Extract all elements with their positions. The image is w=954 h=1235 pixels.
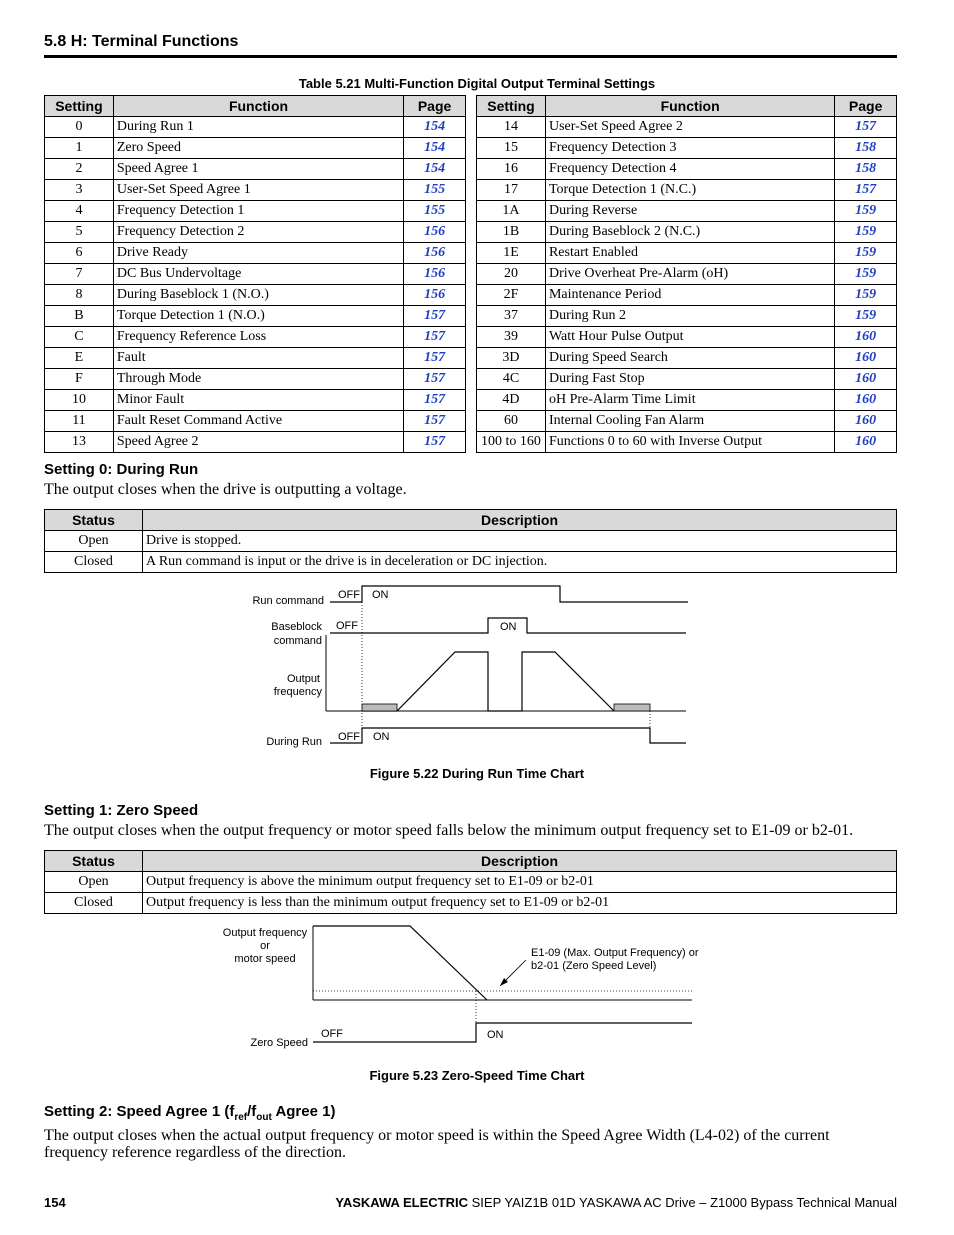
function-cell: oH Pre-Alarm Time Limit xyxy=(545,390,834,411)
function-cell: During Fast Stop xyxy=(545,369,834,390)
col-header-setting: Setting xyxy=(45,96,114,117)
label-run-command: Run command xyxy=(252,595,324,607)
setting-cell: 39 xyxy=(477,327,546,348)
function-cell: During Baseblock 1 (N.O.) xyxy=(113,285,403,306)
function-cell: During Speed Search xyxy=(545,348,834,369)
page-cell xyxy=(835,411,897,432)
during-run-time-chart xyxy=(0,580,954,750)
page-link[interactable]: 154 xyxy=(424,140,446,155)
zero-speed-time-chart xyxy=(0,920,954,1055)
table-row xyxy=(477,390,897,411)
table-row xyxy=(45,552,897,573)
dc-injection-block-start xyxy=(362,704,397,711)
setting-cell: 100 to 160 xyxy=(477,432,546,453)
setting-2-text: The output closes when the actual output frequency or motor speed is within the Speed Agree Width (L4-02) of the current frequency reference regardless of the direction. xyxy=(44,1127,830,1161)
page-cell xyxy=(404,348,466,369)
function-cell: Internal Cooling Fan Alarm xyxy=(545,411,834,432)
page-cell xyxy=(835,138,897,159)
col-header-function: Function xyxy=(545,96,834,117)
page-link[interactable]: 157 xyxy=(424,350,446,365)
table-row xyxy=(45,138,466,159)
description-cell: Output frequency is above the minimum output frequency set to E1-09 or b2-01 xyxy=(143,872,897,893)
setting-1-status-table xyxy=(44,850,897,914)
function-cell: Functions 0 to 60 with Inverse Output xyxy=(545,432,834,453)
page-cell xyxy=(404,222,466,243)
table-row xyxy=(477,222,897,243)
description-cell: A Run command is input or the drive is in deceleration or DC injection. xyxy=(143,552,897,573)
during-run-off-label: OFF xyxy=(338,731,360,743)
table-row xyxy=(477,180,897,201)
setting-cell: 2F xyxy=(477,285,546,306)
setting-cell: F xyxy=(45,369,114,390)
function-cell: Speed Agree 1 xyxy=(113,159,403,180)
page-cell xyxy=(404,432,466,453)
table-row xyxy=(45,327,466,348)
setting-cell: 0 xyxy=(45,117,114,138)
function-cell: Frequency Detection 1 xyxy=(113,201,403,222)
page-link[interactable]: 154 xyxy=(424,161,446,176)
page-link[interactable]: 159 xyxy=(855,287,877,302)
page-cell xyxy=(404,138,466,159)
function-cell: Restart Enabled xyxy=(545,243,834,264)
page-link[interactable]: 157 xyxy=(424,308,446,323)
page-link[interactable]: 160 xyxy=(855,413,877,428)
setting-cell: 1 xyxy=(45,138,114,159)
setting-cell: 7 xyxy=(45,264,114,285)
function-cell: Frequency Detection 3 xyxy=(545,138,834,159)
setting-0-heading: Setting 0: During Run xyxy=(44,461,199,478)
setting-cell: C xyxy=(45,327,114,348)
page-cell xyxy=(404,390,466,411)
label-baseblock-command: command xyxy=(273,635,322,647)
output-settings-table-left xyxy=(44,95,466,453)
speed-waveform xyxy=(313,926,487,1000)
table-row xyxy=(45,264,466,285)
page-cell xyxy=(404,411,466,432)
annotation-e1-09: E1-09 (Max. Output Frequency) or xyxy=(531,947,699,959)
setting-cell: 15 xyxy=(477,138,546,159)
table-row xyxy=(45,201,466,222)
setting-cell: 5 xyxy=(45,222,114,243)
label-or: or xyxy=(260,940,270,952)
page-link[interactable]: 157 xyxy=(424,329,446,344)
page-cell xyxy=(404,327,466,348)
page-cell xyxy=(835,306,897,327)
function-cell: DC Bus Undervoltage xyxy=(113,264,403,285)
page-link[interactable]: 154 xyxy=(424,119,446,134)
table-row xyxy=(477,243,897,264)
page-link[interactable]: 157 xyxy=(424,392,446,407)
table-caption: Table 5.21 Multi-Function Digital Output Terminal Settings xyxy=(298,76,656,91)
page-cell xyxy=(404,264,466,285)
setting-cell: 11 xyxy=(45,411,114,432)
page-cell xyxy=(404,159,466,180)
page-link[interactable]: 158 xyxy=(855,161,877,176)
function-cell: User-Set Speed Agree 1 xyxy=(113,180,403,201)
table-row xyxy=(477,327,897,348)
setting-cell: 4 xyxy=(45,201,114,222)
table-row xyxy=(477,432,897,453)
label-output: Output xyxy=(286,673,320,685)
table-row xyxy=(477,285,897,306)
setting-cell: 17 xyxy=(477,180,546,201)
table-row xyxy=(45,893,897,914)
function-cell: Frequency Detection 2 xyxy=(113,222,403,243)
table-row xyxy=(45,285,466,306)
col-header-function: Function xyxy=(113,96,403,117)
page-link[interactable]: 156 xyxy=(424,224,446,239)
label-frequency: frequency xyxy=(273,686,322,698)
page-cell xyxy=(404,201,466,222)
setting-1-heading: Setting 1: Zero Speed xyxy=(44,802,199,819)
table-row xyxy=(477,201,897,222)
label-during-run: During Run xyxy=(266,736,322,748)
table-row xyxy=(477,117,897,138)
page-cell xyxy=(404,117,466,138)
page-link[interactable]: 155 xyxy=(424,203,446,218)
setting-cell: B xyxy=(45,306,114,327)
output-frequency-waveform xyxy=(362,652,614,711)
setting-0-status-table xyxy=(44,509,897,573)
label-motor-speed: motor speed xyxy=(234,953,296,965)
page-cell xyxy=(835,159,897,180)
setting-cell: 10 xyxy=(45,390,114,411)
function-cell: Fault Reset Command Active xyxy=(113,411,403,432)
table-row xyxy=(477,348,897,369)
page-cell xyxy=(835,369,897,390)
setting-cell: 20 xyxy=(477,264,546,285)
label-output-frequency: Output frequency xyxy=(222,927,308,939)
setting-cell: 13 xyxy=(45,432,114,453)
table-row xyxy=(45,180,466,201)
page-cell xyxy=(835,285,897,306)
function-cell: Torque Detection 1 (N.C.) xyxy=(545,180,834,201)
page-cell xyxy=(404,243,466,264)
table-row xyxy=(45,531,897,552)
table-row xyxy=(45,306,466,327)
page-link[interactable]: 159 xyxy=(855,308,877,323)
col-header-setting: Setting xyxy=(477,96,546,117)
table-row xyxy=(477,264,897,285)
setting-1-text: The output closes when the output frequency or motor speed falls below the minimum output frequency set to E1-09 or b2-01. xyxy=(44,822,854,839)
setting-cell: 4C xyxy=(477,369,546,390)
table-row xyxy=(45,348,466,369)
page-link[interactable]: 160 xyxy=(855,392,877,407)
baseblock-on-label: ON xyxy=(500,621,517,633)
page-link[interactable]: 157 xyxy=(424,371,446,386)
table-row xyxy=(45,159,466,180)
page-cell xyxy=(835,390,897,411)
table-row xyxy=(45,390,466,411)
col-header-status: Status xyxy=(45,510,143,531)
function-cell: Maintenance Period xyxy=(545,285,834,306)
page-link[interactable]: 156 xyxy=(424,266,446,281)
function-cell: During Baseblock 2 (N.C.) xyxy=(545,222,834,243)
page-link[interactable]: 156 xyxy=(424,287,446,302)
zero-speed-off-label: OFF xyxy=(321,1028,343,1040)
status-cell: Closed xyxy=(45,552,143,573)
function-cell: During Reverse xyxy=(545,201,834,222)
setting-cell: 1E xyxy=(477,243,546,264)
function-cell: Drive Overheat Pre-Alarm (oH) xyxy=(545,264,834,285)
status-cell: Closed xyxy=(45,893,143,914)
description-cell: Drive is stopped. xyxy=(143,531,897,552)
page-cell xyxy=(835,432,897,453)
output-settings-table-right xyxy=(476,95,897,453)
status-cell: Open xyxy=(45,872,143,893)
page-link[interactable]: 158 xyxy=(855,140,877,155)
page-link[interactable]: 157 xyxy=(855,182,877,197)
page-link[interactable]: 157 xyxy=(855,119,877,134)
page-cell xyxy=(404,285,466,306)
page-cell xyxy=(404,180,466,201)
figure-523-caption: Figure 5.23 Zero-Speed Time Chart xyxy=(369,1068,585,1083)
status-cell: Open xyxy=(45,531,143,552)
table-row xyxy=(45,222,466,243)
col-header-status: Status xyxy=(45,851,143,872)
run-off-label: OFF xyxy=(338,589,360,601)
setting-cell: 4D xyxy=(477,390,546,411)
table-row xyxy=(45,117,466,138)
page-cell xyxy=(835,222,897,243)
setting-cell: 1B xyxy=(477,222,546,243)
table-row xyxy=(45,872,897,893)
table-row xyxy=(477,369,897,390)
page-cell xyxy=(835,180,897,201)
setting-cell: 3 xyxy=(45,180,114,201)
header-rule xyxy=(44,55,897,58)
page-link[interactable]: 156 xyxy=(424,245,446,260)
function-cell: Zero Speed xyxy=(113,138,403,159)
page-link[interactable]: 160 xyxy=(855,371,877,386)
function-cell: Watt Hour Pulse Output xyxy=(545,327,834,348)
section-title: 5.8 H: Terminal Functions xyxy=(44,33,239,50)
zero-speed-on-label: ON xyxy=(487,1029,504,1041)
function-cell: Through Mode xyxy=(113,369,403,390)
page-link[interactable]: 159 xyxy=(855,245,877,260)
page-cell xyxy=(404,306,466,327)
page-link[interactable]: 159 xyxy=(855,203,877,218)
setting-cell: 8 xyxy=(45,285,114,306)
setting-cell: E xyxy=(45,348,114,369)
setting-cell: 16 xyxy=(477,159,546,180)
function-cell: Fault xyxy=(113,348,403,369)
footer-doc-info: YASKAWA ELECTRIC SIEP YAIZ1B 01D YASKAWA AC Drive – Z1000 Bypass Technical Manual xyxy=(335,1195,897,1210)
label-zero-speed: Zero Speed xyxy=(250,1037,308,1049)
dc-injection-block-end xyxy=(614,704,650,711)
page-link[interactable]: 157 xyxy=(424,434,446,449)
col-header-page: Page xyxy=(835,96,897,117)
function-cell: User-Set Speed Agree 2 xyxy=(545,117,834,138)
function-cell: Minor Fault xyxy=(113,390,403,411)
setting-cell: 1A xyxy=(477,201,546,222)
page-cell xyxy=(835,348,897,369)
description-cell: Output frequency is less than the minimum output frequency set to E1-09 or b2-01 xyxy=(143,893,897,914)
page-link[interactable]: 160 xyxy=(855,329,877,344)
page-link[interactable]: 160 xyxy=(855,350,877,365)
col-header-page: Page xyxy=(404,96,466,117)
page-cell xyxy=(835,117,897,138)
page-link[interactable]: 159 xyxy=(855,266,877,281)
page-cell xyxy=(835,201,897,222)
col-header-description: Description xyxy=(143,510,897,531)
function-cell: During Run 1 xyxy=(113,117,403,138)
setting-cell: 2 xyxy=(45,159,114,180)
page-link[interactable]: 160 xyxy=(855,434,877,449)
table-row xyxy=(45,432,466,453)
table-row xyxy=(477,159,897,180)
setting-0-text: The output closes when the drive is outputting a voltage. xyxy=(44,481,407,498)
setting-cell: 37 xyxy=(477,306,546,327)
figure-522-caption: Figure 5.22 During Run Time Chart xyxy=(369,766,585,781)
table-row xyxy=(45,411,466,432)
table-row xyxy=(45,369,466,390)
page-number: 154 xyxy=(44,1195,66,1210)
setting-cell: 60 xyxy=(477,411,546,432)
function-cell: Drive Ready xyxy=(113,243,403,264)
page-cell xyxy=(835,327,897,348)
during-run-on-label: ON xyxy=(373,731,390,743)
function-cell: During Run 2 xyxy=(545,306,834,327)
table-row xyxy=(477,138,897,159)
page-cell xyxy=(835,243,897,264)
page-cell xyxy=(835,264,897,285)
function-cell: Torque Detection 1 (N.O.) xyxy=(113,306,403,327)
annotation-b2-01: b2-01 (Zero Speed Level) xyxy=(531,960,657,972)
page-link[interactable]: 159 xyxy=(855,224,877,239)
table-row xyxy=(477,306,897,327)
baseblock-off-label: OFF xyxy=(336,620,358,632)
setting-cell: 14 xyxy=(477,117,546,138)
label-baseblock: Baseblock xyxy=(271,621,322,633)
page-link[interactable]: 157 xyxy=(424,413,446,428)
setting-cell: 6 xyxy=(45,243,114,264)
table-row xyxy=(477,411,897,432)
setting-2-heading: Setting 2: Speed Agree 1 ($f_{ref}/f_{out}$ Agree 1) xyxy=(44,1103,336,1123)
table-row xyxy=(45,243,466,264)
run-on-label: ON xyxy=(372,589,389,601)
function-cell: Speed Agree 2 xyxy=(113,432,403,453)
page-cell xyxy=(404,369,466,390)
function-cell: Frequency Detection 4 xyxy=(545,159,834,180)
col-header-description: Description xyxy=(143,851,897,872)
function-cell: Frequency Reference Loss xyxy=(113,327,403,348)
setting-cell: 3D xyxy=(477,348,546,369)
page-link[interactable]: 155 xyxy=(424,182,446,197)
